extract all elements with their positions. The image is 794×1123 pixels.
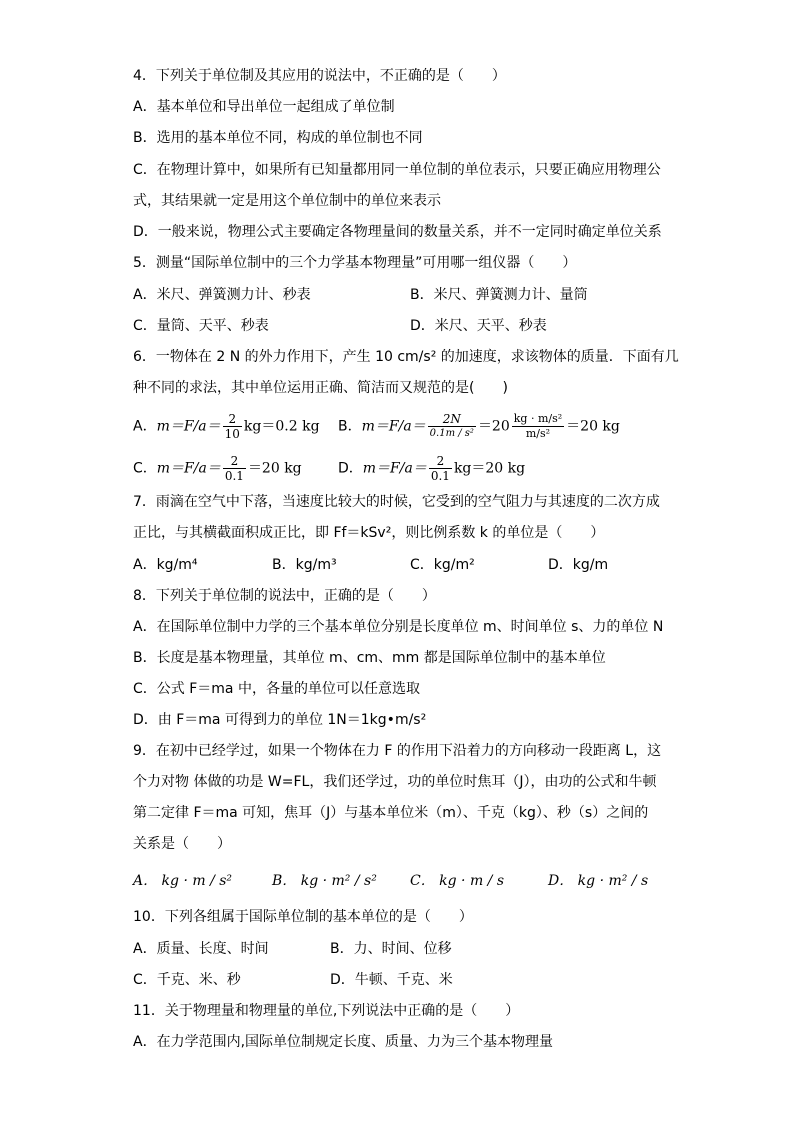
q7-option-d: D．kg/m [548,557,609,573]
q6-c-prefix: C． [133,460,157,477]
q8-stem: 8．下列关于单位制的说法中，正确的是（ ） [133,588,436,604]
q9-stem-line1: 9．在初中已经学过，如果一个物体在力 F 的作用下沿着力的方向移动一段距离 L，这 [133,743,662,759]
q8-option-b: B．长度是基本物理量，其单位 m、cm、mm 都是国际单位制中的基本单位 [133,650,606,666]
q5-option-b: B．米尺、弹簧测力计、量筒 [410,287,588,303]
q6-option-d [338,454,525,483]
q6-b-unit-denominator: m/s² [525,427,551,440]
q11-option-a: A．在力学范围内,国际单位制规定长度、质量、力为三个基本物理量 [133,1034,554,1050]
q6-a-expr: m＝F/a＝ [156,418,221,435]
q7-option-a: A．kg/m⁴ [133,557,198,573]
q6-b-fraction-unit [512,412,564,441]
q4-option-d: D．一般来说，物理公式主要确定各物理量间的数量关系，并不一定同时确定单位关系 [133,224,662,240]
q6-option-a [133,412,320,441]
q5-stem: 5．测量“国际单位制中的三个力学基本物理量”可用哪一组仪器（ ） [133,255,577,271]
q10-option-d: D．牛顿、千克、米 [330,972,453,988]
q4-option-a: A．基本单位和导出单位一起组成了单位制 [133,99,395,115]
q4-stem: 4．下列关于单位制及其应用的说法中，不正确的是（ ） [133,68,506,84]
q9-option-a: A． kg · m / s² [133,873,233,889]
q9-stem-line2: 个力对物 体做的功是 W=FL，我们还学过，功的单位时焦耳（J），由功的公式和牛顿 [133,774,657,790]
q6-d-denominator: 0.1 [430,469,450,483]
q6-d-numerator: 2 [429,454,452,469]
q9-stem-line4: 关系是（ ） [133,836,231,852]
q8-option-d: D．由 F＝ma 可得到力的单位 1N＝1kg•m/s² [133,712,427,728]
q6-a-fraction [223,412,242,441]
q4-option-c-line1: C．在物理计算中，如果所有已知量都用同一单位制的单位表示，只要正确应用物理公 [133,162,661,178]
q6-b-fraction [428,412,476,441]
q7-stem-line1: 7．雨滴在空气中下落，当速度比较大的时候，它受到的空气阻力与其速度的二次方成 [133,494,660,510]
q6-a-denominator: 10 [224,427,240,441]
q6-d-expr: m＝F/a＝ [362,460,427,477]
q6-c-expr: m＝F/a＝ [156,460,221,477]
q7-option-c: C．kg/m² [410,557,475,573]
q6-option-c [133,454,302,483]
q6-b-mid: ＝20 [477,418,510,435]
q6-a-prefix: A． [133,418,157,435]
q6-a-result: kg＝0.2 kg [243,418,320,435]
q9-stem-line3: 第二定律 F＝ma 可知，焦耳（J）与基本单位米（m）、千克（kg）、秒（s）之间的 [133,805,649,821]
q6-b-numerator: 2N [428,412,476,427]
q6-c-fraction [223,454,246,483]
q6-b-result: ＝20 kg [566,418,620,435]
q5-option-a: A．米尺、弹簧测力计、秒表 [133,287,311,303]
q4-option-b: B．选用的基本单位不同，构成的单位制也不同 [133,130,423,146]
q4-option-c-line2: 式，其结果就一定是用这个单位制中的单位来表示 [133,193,441,209]
q9-option-c: C． kg · m / s [410,873,505,889]
q6-c-result: ＝20 kg [247,460,302,477]
q6-c-denominator: 0.1 [224,469,244,483]
q6-d-prefix: D． [338,460,363,477]
q6-d-result: kg＝20 kg [453,460,526,477]
q10-stem: 10．下列各组属于国际单位制的基本单位的是（ ） [133,909,473,925]
q10-option-a: A．质量、长度、时间 [133,941,269,957]
q5-option-d: D．米尺、天平、秒表 [410,318,547,334]
q6-c-numerator: 2 [223,454,246,469]
q6-b-prefix: B． [338,418,362,435]
q6-option-b [338,412,620,441]
q5-option-c: C．量筒、天平、秒表 [133,318,269,334]
q9-option-d: D． kg · m² / s [548,873,649,889]
q7-stem-line2: 正比，与其横截面积成正比，即 Ff＝kSv²，则比例系数 k 的单位是（ ） [133,525,605,541]
q8-option-c: C．公式 F＝ma 中，各量的单位可以任意选取 [133,681,420,697]
q6-stem-line2: 种不同的求法，其中单位运用正确、简洁而又规范的是( ) [133,380,508,396]
q6-b-denominator: 0.1m / s² [429,428,474,439]
q6-b-unit-numerator: kg · m/s² [513,412,563,425]
q6-stem-line1: 6．一物体在 2 N 的外力作用下，产生 10 cm/s² 的加速度，求该物体的质量．下面有几 [133,349,679,365]
q6-b-expr: m＝F/a＝ [361,418,426,435]
q10-option-b: B．力、时间、位移 [330,941,452,957]
q6-a-numerator: 2 [223,412,242,427]
q9-option-b: B． kg · m² / s² [272,873,377,889]
q11-stem: 11．关于物理量和物理量的单位,下列说法中正确的是（ ） [133,1003,520,1019]
q7-option-b: B．kg/m³ [272,557,337,573]
q10-option-c: C．千克、米、秒 [133,972,241,988]
q6-d-fraction [429,454,452,483]
q8-option-a: A．在国际单位制中力学的三个基本单位分别是长度单位 m、时间单位 s、力的单位 N [133,619,664,635]
